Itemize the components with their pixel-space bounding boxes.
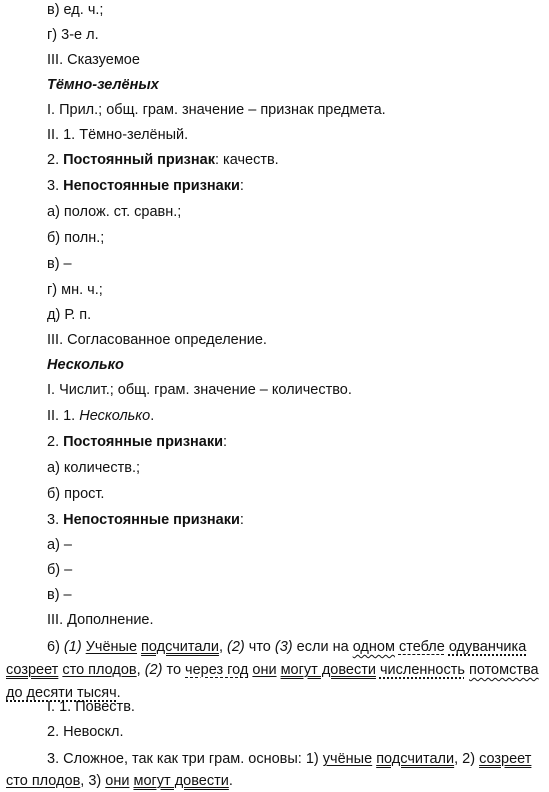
text-fragment: ,	[218, 639, 228, 655]
clause-marker: (2)	[227, 639, 245, 655]
text-fragment: если на	[292, 639, 353, 655]
text-fragment: :	[239, 512, 244, 528]
text-line	[47, 177, 244, 195]
adverbial-word: стебле	[398, 639, 445, 655]
section-heading: Тёмно-зелёных	[47, 77, 159, 93]
text-fragment: 2.	[47, 434, 64, 450]
bold-fragment: Постоянный признак	[63, 152, 215, 168]
text-line: б) прост.	[47, 486, 105, 502]
object-word: до десяти тысяч	[6, 685, 117, 701]
object-word: численность	[379, 662, 465, 678]
text-line	[47, 407, 154, 425]
subject-word: сто плодов	[6, 773, 81, 789]
text-line: III. Дополнение.	[47, 612, 154, 628]
text-fragment: то	[162, 662, 186, 678]
clause-marker: (3)	[274, 639, 293, 655]
adverbial-word: через год	[185, 662, 249, 678]
text-line: II. 1. Тёмно-зелёный.	[47, 127, 189, 143]
text-fragment: , 2)	[454, 751, 480, 767]
bold-fragment: Непостоянные признаки	[63, 178, 240, 194]
text-line: а) полож. ст. сравн.;	[47, 204, 182, 220]
analysis-line	[6, 748, 543, 792]
text-fragment: II. 1.	[47, 408, 80, 424]
italic-fragment: Несколько	[79, 408, 151, 424]
text-line: I. Прил.; общ. грам. значение – признак предмета.	[47, 102, 386, 118]
text-line: г) мн. ч.;	[47, 282, 103, 298]
object-word: одуванчика	[448, 639, 527, 655]
predicate-word: могут довести	[133, 773, 229, 789]
predicate-word: созреет	[479, 751, 532, 767]
text-line	[47, 511, 244, 529]
subject-word: учёные	[322, 751, 373, 767]
text-line: б) полн.;	[47, 230, 105, 246]
text-fragment: что	[244, 639, 275, 655]
text-fragment: 3.	[47, 178, 64, 194]
text-fragment: , 3)	[80, 773, 106, 789]
text-line: I. Числит.; общ. грам. значение – количество.	[47, 382, 352, 398]
text-line: г) 3-е л.	[47, 27, 99, 43]
clause-marker: (1)	[63, 639, 82, 655]
predicate-word: подсчитали	[376, 751, 455, 767]
attribute-word: потомства	[468, 662, 539, 678]
predicate-word: могут довести	[280, 662, 376, 678]
text-fragment: 3. Сложное, так как три грам. основы: 1)	[47, 751, 323, 767]
attribute-word: одном	[352, 639, 395, 655]
text-fragment: 2.	[47, 152, 64, 168]
example-sentence	[6, 636, 543, 705]
text-line	[47, 151, 279, 169]
subject-word: Учёные	[85, 639, 138, 655]
text-line: а) –	[47, 537, 72, 553]
subject-word: сто плодов	[62, 662, 137, 678]
predicate-word: подсчитали	[141, 639, 219, 655]
text-line: д) Р. п.	[47, 307, 92, 323]
text-fragment: .	[150, 408, 155, 424]
text-fragment: .	[116, 685, 121, 701]
text-fragment: :	[239, 178, 244, 194]
text-line: III. Сказуемое	[47, 52, 140, 68]
text-fragment: 6)	[47, 639, 64, 655]
text-fragment: :	[223, 434, 228, 450]
section-heading: Несколько	[47, 357, 124, 373]
text-fragment: 3.	[47, 512, 64, 528]
text-line	[47, 433, 227, 451]
text-line: III. Согласованное определение.	[47, 332, 267, 348]
subject-word: они	[252, 662, 277, 678]
predicate-word: созреет	[6, 662, 59, 678]
text-line: I. 1. Повеств.	[47, 699, 135, 715]
text-line: 2. Невоскл.	[47, 724, 124, 740]
clause-marker: (2)	[144, 662, 163, 678]
text-line: в) –	[47, 587, 72, 603]
text-fragment: : качеств.	[214, 152, 279, 168]
text-line: в) ед. ч.;	[47, 2, 104, 18]
subject-word: они	[105, 773, 130, 789]
text-line: в) –	[47, 256, 72, 272]
text-fragment: .	[228, 773, 233, 789]
bold-fragment: Постоянные признаки	[63, 434, 224, 450]
text-fragment: ,	[136, 662, 145, 678]
text-line: б) –	[47, 562, 73, 578]
bold-fragment: Непостоянные признаки	[63, 512, 240, 528]
text-line: а) количеств.;	[47, 460, 141, 476]
